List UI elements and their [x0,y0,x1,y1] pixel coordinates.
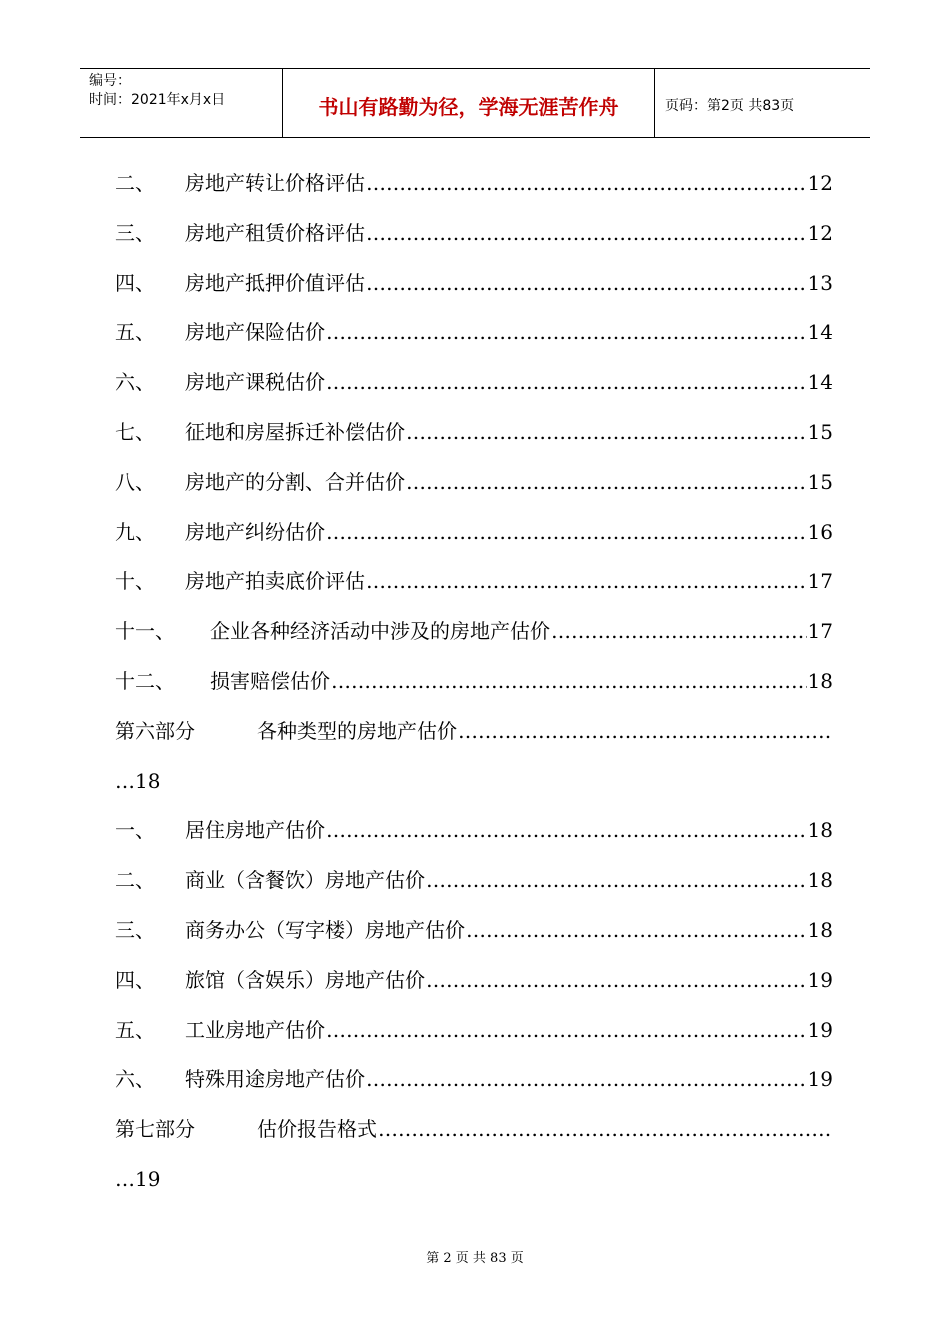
toc-item-number: 四、 [115,270,155,295]
toc-item-number: 八、 [115,469,155,494]
toc-item[interactable] [115,1006,833,1056]
dot-leader [378,1105,832,1155]
toc-item-number: 七、 [115,419,155,444]
toc-item[interactable] [115,557,833,607]
toc-item-title: 房地产课税估价 [185,370,325,395]
page-header [80,68,870,138]
dot-leader [366,209,807,259]
toc-item-number: 二、 [115,868,155,893]
toc-item[interactable] [115,308,833,358]
dot-leader [406,408,807,458]
toc-item-title: 特殊用途房地产估价 [185,1067,365,1092]
toc-item[interactable] [115,358,833,408]
toc-item-title: 房地产保险估价 [185,320,325,345]
toc-item-page: 17 [807,569,833,594]
toc-item[interactable] [115,209,833,259]
toc-item[interactable] [115,408,833,458]
toc-part-title: 估价报告格式 [257,1117,377,1142]
doc-time-label: 时间：2021年x月x日 [89,92,226,108]
toc-item-number: 六、 [115,370,155,395]
dot-leader [426,856,807,906]
toc-item[interactable] [115,508,833,558]
dot-leader [366,1055,807,1105]
header-page-info: 页码：第2页 共83页 [665,98,795,114]
toc-item-title: 商业（含餐饮）房地产估价 [185,868,425,893]
toc-item[interactable] [115,458,833,508]
toc-item[interactable] [115,607,833,657]
toc-item-page: 15 [807,419,833,444]
toc-part-heading[interactable] [115,707,833,757]
toc-part-page[interactable]: …19 [115,1166,161,1191]
toc-part-number: 第六部分 [115,718,195,743]
toc-item-page: 13 [807,270,833,295]
dot-leader [326,1006,807,1056]
toc-item[interactable] [115,956,833,1006]
dot-leader [406,458,807,508]
toc-item-number: 九、 [115,519,155,544]
toc-item-number: 五、 [115,1017,155,1042]
toc-item-title: 房地产的分割、合并估价 [185,469,405,494]
toc-item-number: 十一、 [115,619,175,644]
toc-item-number: 五、 [115,320,155,345]
toc-item-page: 18 [807,868,833,893]
toc-item-page: 12 [807,171,833,195]
toc-part-page[interactable]: …18 [115,768,161,793]
toc-item-title: 旅馆（含娱乐）房地产估价 [185,967,425,992]
dot-leader [366,557,807,607]
dot-leader [426,956,807,1006]
toc-item-title: 损害赔偿估价 [210,668,330,693]
toc-item-page: 14 [807,370,833,395]
toc-item-number: 四、 [115,967,155,992]
toc-item-title: 工业房地产估价 [185,1017,325,1042]
dot-leader [551,607,807,657]
dot-leader [326,508,807,558]
toc-item[interactable] [115,159,833,209]
toc-item[interactable] [115,856,833,906]
dot-leader [326,358,807,408]
toc-item-page: 14 [807,320,833,345]
toc-item-number: 十二、 [115,668,175,693]
toc-item-page: 18 [807,818,833,843]
toc-item-page: 16 [807,519,833,544]
toc-item-page: 19 [807,967,833,992]
toc-item[interactable] [115,806,833,856]
dot-leader [326,806,807,856]
toc-item-number: 三、 [115,917,155,942]
doc-id-label: 编号： [89,73,131,89]
toc-item-number: 三、 [115,220,155,245]
toc-item-page: 17 [807,619,833,644]
toc-item-page: 19 [807,1017,833,1042]
toc-item-page: 12 [807,220,833,245]
toc-item-number: 二、 [115,171,155,195]
toc-item[interactable] [115,259,833,309]
toc-item-title: 房地产租赁价格评估 [185,220,365,245]
toc-item-title: 房地产转让价格评估 [185,171,365,195]
toc-item-page: 18 [807,668,833,693]
toc-item-number: 一、 [115,818,155,843]
dot-leader [366,259,807,309]
toc-item-title: 居住房地产估价 [185,818,325,843]
page-footer: 第 2 页 共 83 页 [426,1251,524,1266]
toc-item-number: 六、 [115,1067,155,1092]
toc-item-number: 十、 [115,569,155,594]
header-meta [80,69,283,137]
toc-item-title: 房地产抵押价值评估 [185,270,365,295]
toc-part-heading[interactable] [115,1105,833,1155]
dot-leader [331,657,807,707]
toc-item[interactable] [115,1055,833,1105]
table-of-contents [115,159,833,1205]
dot-leader [366,159,807,209]
toc-item-title: 企业各种经济活动中涉及的房地产估价 [210,619,550,644]
dot-leader [326,308,807,358]
toc-item-page: 15 [807,469,833,494]
toc-item-title: 房地产纠纷估价 [185,519,325,544]
toc-item[interactable] [115,657,833,707]
dot-leader [466,906,807,956]
toc-item-title: 房地产拍卖底价评估 [185,569,365,594]
toc-part-number: 第七部分 [115,1117,195,1142]
toc-item-title: 征地和房屋拆迁补偿估价 [185,419,405,444]
toc-item-title: 商务办公（写字楼）房地产估价 [185,917,465,942]
dot-leader [458,707,832,757]
toc-item[interactable] [115,906,833,956]
header-motto: 书山有路勤为径，学海无涯苦作舟 [283,69,655,137]
toc-item-page: 19 [807,1067,833,1092]
toc-part-title: 各种类型的房地产估价 [257,718,457,743]
toc-item-page: 18 [807,917,833,942]
